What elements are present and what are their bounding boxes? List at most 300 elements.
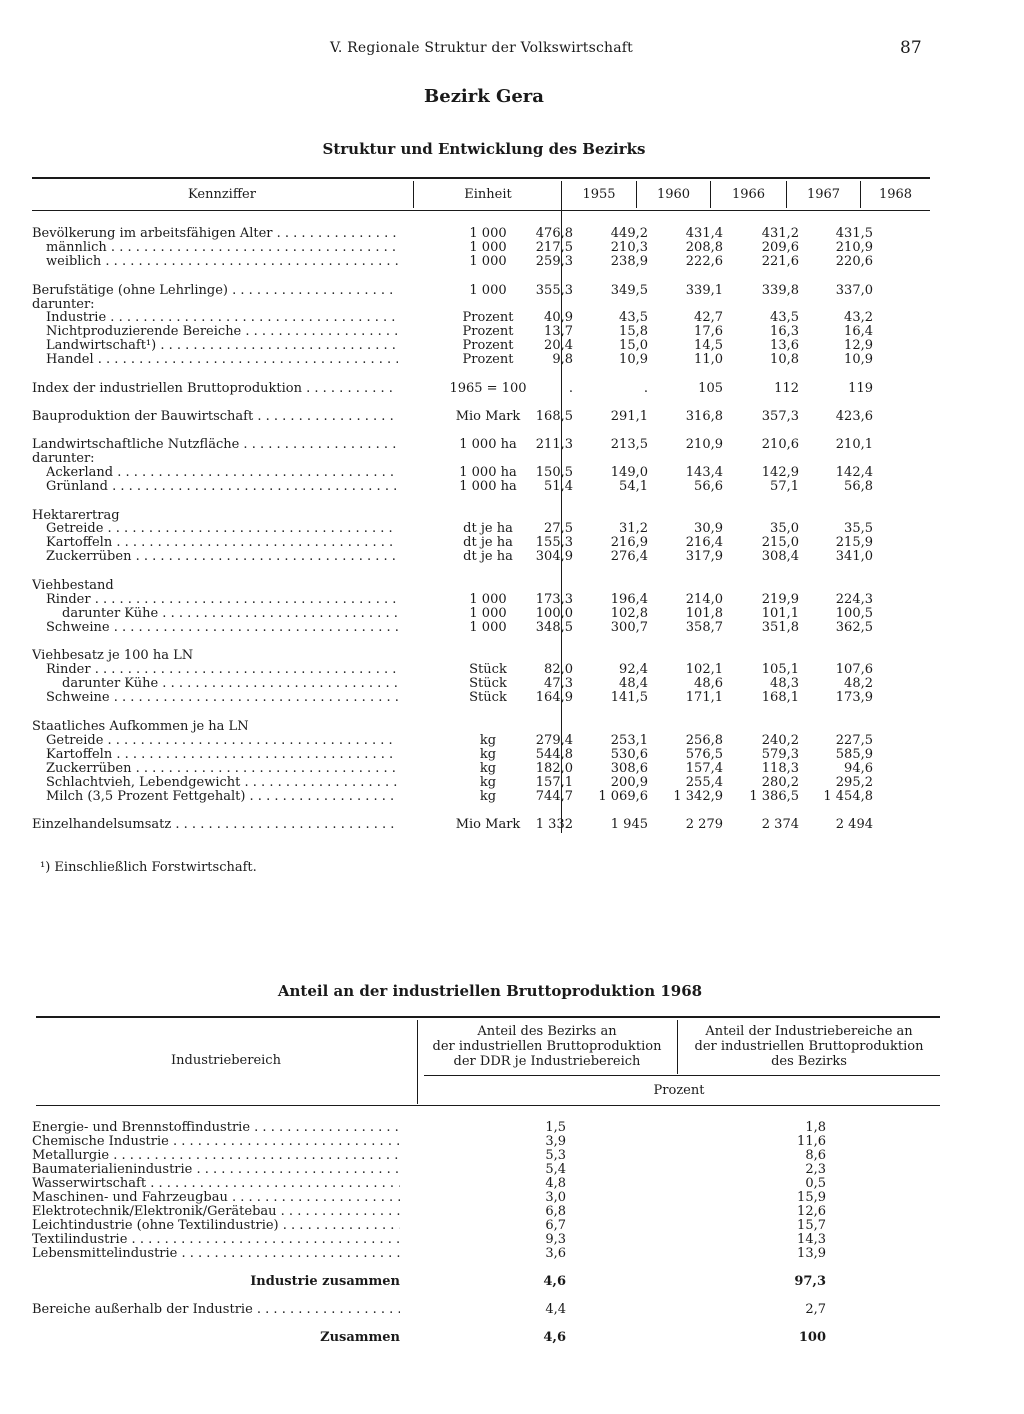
table-row [0,535,1024,550]
cell-value: 5,4 [545,1162,566,1177]
table-row [0,1302,1024,1317]
cell-value: 449,2 [610,226,648,241]
cell-value: 42,7 [694,310,723,325]
cell-value: 210,3 [610,240,648,255]
page-title: Bezirk Gera [424,86,544,107]
header-line: der industriellen Bruttoproduktion [432,1039,662,1054]
cell-value: 16,3 [770,324,799,339]
cell-value: 57,1 [770,479,799,494]
row-label: Landwirtschaftliche Nutzfläche . . . [32,437,398,452]
cell-value: 173,9 [835,690,873,705]
column-header-einheit: Einheit [464,187,512,202]
row-label: Rinder . . . [46,592,398,607]
cell-value: 97,3 [794,1274,826,1289]
column-header-kennziffer: Kennziffer [188,187,256,202]
cell-value: 1,8 [805,1120,826,1135]
row-label: Schweine . . . [46,620,398,635]
row-unit: dt je ha [463,521,513,536]
cell-value: 10,8 [770,352,799,367]
cell-value: 118,3 [761,761,799,776]
cell-value: 256,8 [685,733,723,748]
cell-value: 530,6 [610,747,648,762]
cell-value: 222,6 [685,254,723,269]
row-unit: 1 000 [469,254,507,269]
cell-value: 3,6 [545,1246,566,1261]
cell-value: 308,6 [610,761,648,776]
cell-value: 35,5 [844,521,873,536]
cell-value: 141,5 [610,690,648,705]
cell-value: 1 386,5 [749,789,799,804]
cell-value: 43,2 [844,310,873,325]
cell-value: 1,5 [545,1120,566,1135]
table-row [0,1218,1024,1233]
cell-value: 35,0 [770,521,799,536]
table2-header-rule [36,1105,940,1106]
row-unit: 1 000 ha [459,465,517,480]
row-label: Grünland . . . [46,479,398,494]
table-row [0,1120,1024,1135]
table-row [0,352,1024,367]
row-label: Wasserwirtschaft . . . [32,1176,400,1191]
cell-value: 105,1 [761,662,799,677]
table2-top-rule [36,1016,940,1018]
row-label: Viehbesatz je 100 ha LN [32,648,194,663]
cell-value: 295,2 [835,775,873,790]
cell-value: 43,5 [619,310,648,325]
table-row [0,1190,1024,1205]
row-label: Bereiche außerhalb der Industrie . . . [32,1302,400,1317]
row-label: Rinder . . . [46,662,398,677]
cell-value: 173,3 [535,592,573,607]
cell-value: 215,0 [761,535,799,550]
header-line: Anteil des Bezirks an [477,1024,617,1039]
row-unit: dt je ha [463,535,513,550]
row-label: Elektrotechnik/Elektronik/Gerätebau . . . [32,1204,400,1219]
cell-value: 4,6 [543,1274,566,1289]
cell-value: 56,8 [844,479,873,494]
table-row [0,1162,1024,1177]
table-row [0,338,1024,353]
cell-value: 362,5 [835,620,873,635]
row-label: Baumaterialienindustrie . . . [32,1162,400,1177]
row-label: Lebensmittelindustrie . . . [32,1246,400,1261]
cell-value: 30,9 [694,521,723,536]
row-label: Handel . . . [46,352,398,367]
cell-value: 358,7 [685,620,723,635]
row-label: Kartoffeln . . . [46,747,398,762]
table-row [0,606,1024,621]
cell-value: 4,4 [545,1302,566,1317]
cell-value: 157,4 [685,761,723,776]
cell-value: 210,9 [685,437,723,452]
table-row [0,676,1024,691]
table-row [0,817,1024,832]
table-row [0,240,1024,255]
header-line: der industriellen Bruttoproduktion [694,1039,924,1054]
cell-value: 213,5 [610,437,648,452]
table-row [0,310,1024,325]
cell-value: 341,0 [835,549,873,564]
cell-value: 82,0 [544,662,573,677]
cell-value: 355,3 [535,283,573,298]
divider [413,181,414,208]
cell-value: 150,5 [535,465,573,480]
row-label: Hektarertrag [32,508,120,523]
row-label: Metallurgie . . . [32,1148,400,1163]
row-label: Staatliches Aufkommen je ha LN [32,719,249,734]
cell-value: 544,8 [535,747,573,762]
row-label: Textilindustrie . . . [32,1232,400,1247]
cell-value: 11,0 [694,352,723,367]
cell-value: 15,9 [797,1190,826,1205]
cell-value: 431,4 [685,226,723,241]
table2-unit-rule [424,1075,940,1076]
row-label: Chemische Industrie . . . [32,1134,400,1149]
row-label: Schweine . . . [46,690,398,705]
row-label: Industrie zusammen [250,1274,400,1289]
cell-value: 48,6 [694,676,723,691]
table-row [0,747,1024,762]
cell-value: 157,1 [535,775,573,790]
cell-value: 2 494 [835,817,873,832]
cell-value: 291,1 [610,409,648,424]
row-unit: 1 000 ha [459,479,517,494]
cell-value: 142,4 [835,465,873,480]
cell-value: 2,7 [805,1302,826,1317]
cell-value: 101,1 [761,606,799,621]
column-header-year: 1960 [656,187,691,202]
row-unit: Prozent [462,338,514,353]
table-row [0,1148,1024,1163]
row-unit: Prozent [462,324,514,339]
cell-value: 107,6 [835,662,873,677]
cell-value: 20,4 [544,338,573,353]
table-row [0,733,1024,748]
cell-value: 155,3 [535,535,573,550]
cell-value: 210,1 [835,437,873,452]
cell-value: 14,3 [797,1232,826,1247]
cell-value: 16,4 [844,324,873,339]
cell-value: 339,8 [761,283,799,298]
row-unit: Prozent [462,352,514,367]
row-label: Getreide . . . [46,521,398,536]
row-unit: Stück [469,690,507,705]
row-label: Industrie . . . [46,310,398,325]
row-label: darunter Kühe . . . [62,676,398,691]
table-row [0,254,1024,269]
cell-value: 2 279 [685,817,723,832]
table-row [0,226,1024,241]
row-unit: Stück [469,662,507,677]
cell-value: 214,0 [685,592,723,607]
cell-value: 348,5 [535,620,573,635]
column-header-year: 1966 [731,187,766,202]
cell-value: 48,2 [844,676,873,691]
table1-header-rule [32,210,930,211]
running-header: V. Regionale Struktur der Volkswirtschaft [330,40,633,56]
cell-value: 168,1 [761,690,799,705]
unit-label: Prozent [653,1083,705,1098]
cell-value: 5,3 [545,1148,566,1163]
cell-value: 240,2 [761,733,799,748]
table-row [0,549,1024,564]
table-row [0,690,1024,705]
cell-value: 1 454,8 [823,789,873,804]
row-label: darunter: [32,451,95,466]
cell-value: 0,5 [805,1176,826,1191]
row-unit: kg [479,761,497,776]
cell-value: 1 342,9 [673,789,723,804]
cell-value: 217,5 [535,240,573,255]
row-label: Index der industriellen Bruttoproduktion . . . [32,381,398,396]
cell-value: 13,6 [770,338,799,353]
cell-value: 208,8 [685,240,723,255]
cell-value: 112 [774,381,799,396]
cell-value: 317,9 [685,549,723,564]
cell-value: 47,3 [544,676,573,691]
cell-value: 215,9 [835,535,873,550]
cell-value: 423,6 [835,409,873,424]
row-label: Einzelhandelsumsatz . . . [32,817,398,832]
table-row [0,465,1024,480]
table1-title: Struktur und Entwicklung des Bezirks [322,140,646,158]
table-row [0,775,1024,790]
cell-value: 339,1 [685,283,723,298]
cell-value: 4,8 [545,1176,566,1191]
cell-value: 2,3 [805,1162,826,1177]
cell-value: . [568,381,573,396]
row-label: weiblich . . . [46,254,398,269]
row-label: darunter: [32,297,95,312]
cell-value: 15,8 [619,324,648,339]
row-unit: Prozent [462,310,514,325]
cell-value: 119 [848,381,873,396]
cell-value: 171,1 [685,690,723,705]
cell-value: 143,4 [685,465,723,480]
table-row [0,381,1024,396]
cell-value: 12,9 [844,338,873,353]
cell-value: 255,4 [685,775,723,790]
row-label: Landwirtschaft¹) . . . [46,338,398,353]
cell-value: 48,3 [770,676,799,691]
cell-value: 8,6 [805,1148,826,1163]
cell-value: 3,9 [545,1134,566,1149]
cell-value: 210,9 [835,240,873,255]
row-unit: 1 000 [469,606,507,621]
cell-value: 92,4 [619,662,648,677]
cell-value: 1 332 [535,817,573,832]
row-unit: 1 000 [469,240,507,255]
table-row [0,437,1024,452]
table-row [0,451,1024,466]
cell-value: 4,6 [543,1330,566,1345]
cell-value: 349,5 [610,283,648,298]
cell-value: 276,4 [610,549,648,564]
cell-value: 280,2 [761,775,799,790]
cell-value: 14,5 [694,338,723,353]
cell-value: 316,8 [685,409,723,424]
page-number: 87 [900,38,922,58]
cell-value: 431,5 [835,226,873,241]
cell-value: 13,7 [544,324,573,339]
cell-value: 1 945 [610,817,648,832]
row-label: Viehbestand [32,578,114,593]
cell-value: 15,7 [797,1218,826,1233]
cell-value: 210,6 [761,437,799,452]
row-unit: 1 000 ha [459,437,517,452]
cell-value: 196,4 [610,592,648,607]
table-row [0,479,1024,494]
cell-value: 219,9 [761,592,799,607]
cell-value: 48,4 [619,676,648,691]
cell-value: 102,1 [685,662,723,677]
row-label: darunter Kühe . . . [62,606,398,621]
row-label: männlich . . . [46,240,398,255]
row-label: Milch (3,5 Prozent Fettgehalt) . . . [46,789,398,804]
cell-value: 351,8 [761,620,799,635]
row-unit: 1965 = 100 [449,381,527,396]
row-unit: 1 000 [469,226,507,241]
cell-value: 56,6 [694,479,723,494]
table-row [0,789,1024,804]
total-row [0,1330,1024,1345]
cell-value: 224,3 [835,592,873,607]
cell-value: 9,3 [545,1232,566,1247]
column-header-industriebereich: Industriebereich [171,1053,281,1068]
cell-value: 579,3 [761,747,799,762]
cell-value: 15,0 [619,338,648,353]
cell-value: 300,7 [610,620,648,635]
total-row [0,1274,1024,1289]
cell-value: 102,8 [610,606,648,621]
row-label: Ackerland . . . [46,465,398,480]
row-unit: kg [479,733,497,748]
cell-value: 221,6 [761,254,799,269]
row-label: Berufstätige (ohne Lehrlinge) . . . [32,283,398,298]
cell-value: 585,9 [835,747,873,762]
row-unit: 1 000 [469,620,507,635]
row-label: Bevölkerung im arbeitsfähigen Alter . . . [32,226,398,241]
column-header-share-ddr [418,1024,676,1069]
cell-value: 216,4 [685,535,723,550]
cell-value: 6,8 [545,1204,566,1219]
cell-value: 51,4 [544,479,573,494]
cell-value: 1 069,6 [598,789,648,804]
cell-value: 209,6 [761,240,799,255]
row-label: Zuckerrüben . . . [46,761,398,776]
cell-value: 10,9 [844,352,873,367]
table-row [0,1204,1024,1219]
cell-value: 10,9 [619,352,648,367]
row-unit: kg [479,747,497,762]
cell-value: 200,9 [610,775,648,790]
cell-value: 168,5 [535,409,573,424]
row-unit: Mio Mark [455,409,521,424]
cell-value: 304,9 [535,549,573,564]
cell-value: 2 374 [761,817,799,832]
row-label: Maschinen- und Fahrzeugbau . . . [32,1190,400,1205]
table-row [0,283,1024,298]
cell-value: 3,0 [545,1190,566,1205]
cell-value: 94,6 [844,761,873,776]
column-header-share-bezirk [678,1024,940,1069]
table1-top-rule [32,177,930,179]
cell-value: . [643,381,648,396]
cell-value: 13,9 [797,1246,826,1261]
table-row [0,521,1024,536]
column-header-year: 1968 [878,187,913,202]
table-row [0,648,1024,663]
cell-value: 40,9 [544,310,573,325]
row-label: Zuckerrüben . . . [46,549,398,564]
row-unit: 1 000 [469,283,507,298]
cell-value: 17,6 [694,324,723,339]
row-label: Energie- und Brennstoffindustrie . . . [32,1120,400,1135]
column-header-year: 1967 [806,187,841,202]
row-unit: Stück [469,676,507,691]
cell-value: 238,9 [610,254,648,269]
table-row [0,1134,1024,1149]
row-label: Getreide . . . [46,733,398,748]
cell-value: 100,0 [535,606,573,621]
cell-value: 100,5 [835,606,873,621]
row-label: Bauproduktion der Bauwirtschaft . . . [32,409,398,424]
table2-title: Anteil an der industriellen Bruttoproduktion 1968 [277,982,703,1000]
cell-value: 43,5 [770,310,799,325]
cell-value: 357,3 [761,409,799,424]
header-line: des Bezirks [771,1054,847,1069]
table-row [0,409,1024,424]
header-line: Anteil der Industriebereiche an [705,1024,913,1039]
cell-value: 220,6 [835,254,873,269]
cell-value: 227,5 [835,733,873,748]
cell-value: 12,6 [797,1204,826,1219]
cell-value: 100 [798,1330,826,1345]
cell-value: 576,5 [685,747,723,762]
cell-value: 431,2 [761,226,799,241]
header-line: der DDR je Industriebereich [453,1054,641,1069]
row-unit: kg [479,775,497,790]
row-label: Nichtproduzierende Bereiche . . . [46,324,398,339]
table-row [0,592,1024,607]
column-header-year: 1955 [582,187,616,202]
cell-value: 6,7 [545,1218,566,1233]
cell-value: 149,0 [610,465,648,480]
cell-value: 259,3 [535,254,573,269]
row-label: Zusammen [320,1330,400,1345]
table-row [0,662,1024,677]
table-row [0,1232,1024,1247]
table-row [0,1176,1024,1191]
table-row [0,719,1024,734]
cell-value: 211,3 [535,437,573,452]
cell-value: 476,8 [535,226,573,241]
cell-value: 164,9 [535,690,573,705]
table-row [0,1246,1024,1261]
table-row [0,761,1024,776]
cell-value: 9,8 [552,352,573,367]
cell-value: 253,1 [610,733,648,748]
table-row [0,578,1024,593]
cell-value: 337,0 [835,283,873,298]
cell-value: 216,9 [610,535,648,550]
footnote: ¹) Einschließlich Forstwirtschaft. [40,860,257,875]
cell-value: 27,5 [544,521,573,536]
row-label: Leichtindustrie (ohne Textilindustrie) . . . [32,1218,400,1233]
cell-value: 11,6 [797,1134,826,1149]
cell-value: 308,4 [761,549,799,564]
cell-value: 101,8 [685,606,723,621]
